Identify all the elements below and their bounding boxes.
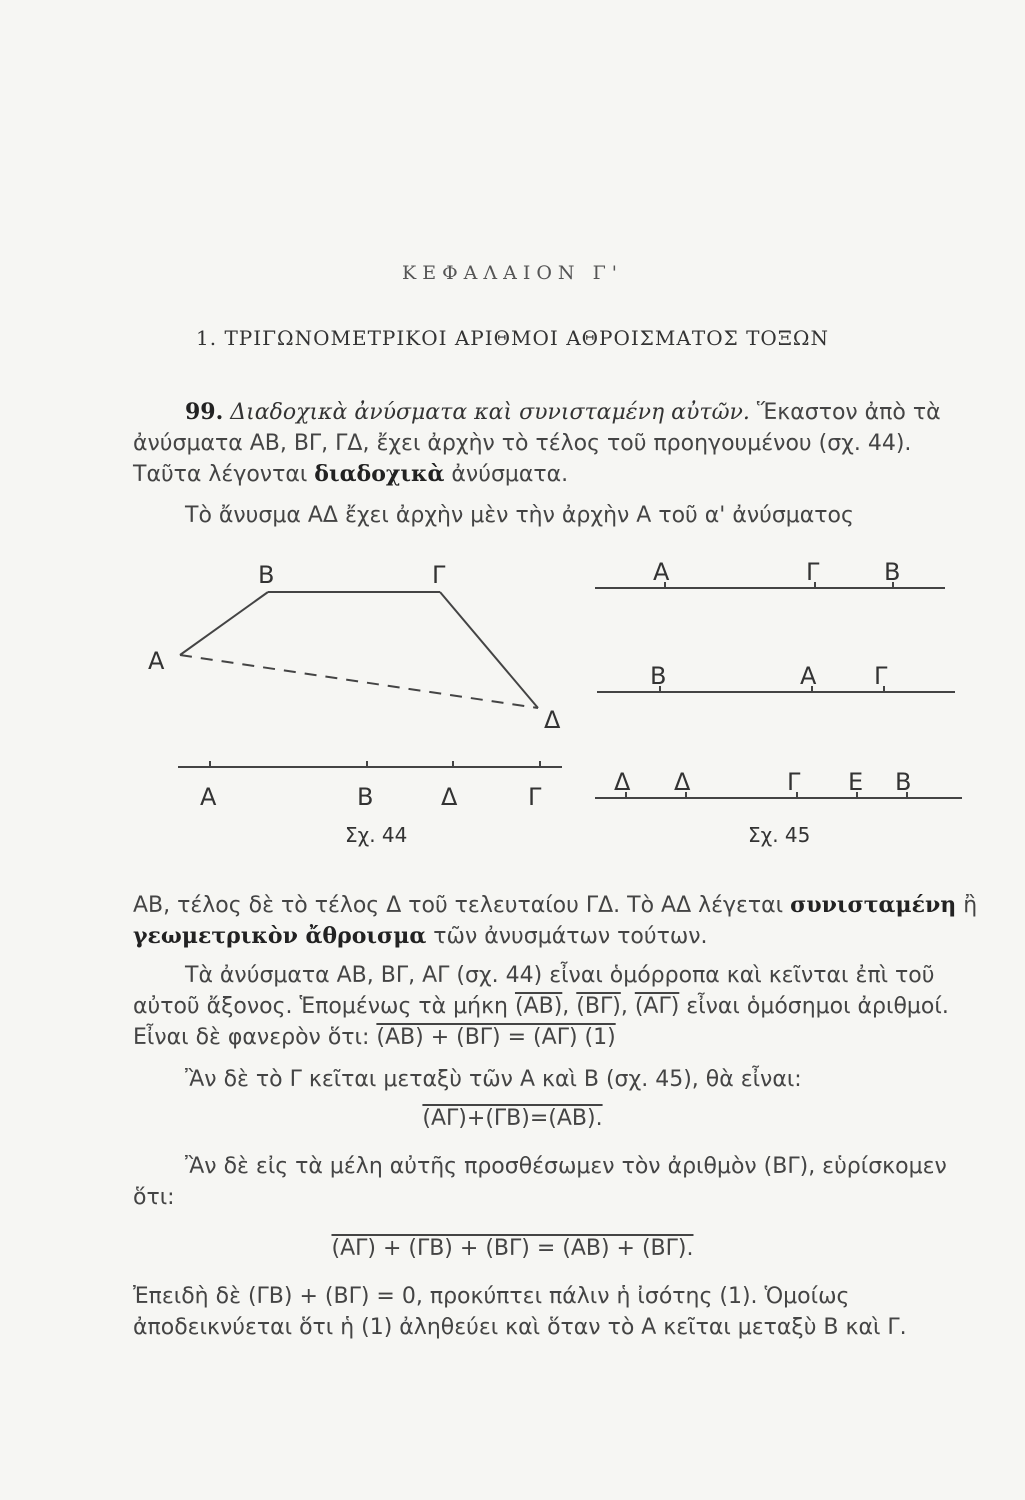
paragraph-number: 99. xyxy=(185,399,224,425)
chapter-heading: ΚΕΦΑΛΑΙΟΝ Γ' xyxy=(402,262,623,284)
figure-caption-45: Σχ. 45 xyxy=(748,823,811,847)
bold-term-resultant: συνισταμένη xyxy=(790,892,957,918)
paragraph-conclusion: Ἐπειδὴ δὲ (ΓΒ) + (ΒΓ) = 0, προκύπτει πάλιν ἡ ἰσότης (1). Ὁμοίως ἀποδεικνύεται ὅτι ἡ (1) ἀληθεύει καὶ ὅταν τὸ Α κεῖται μεταξὺ Β καὶ Γ. xyxy=(133,1284,907,1340)
paragraph-text: Τὰ ἀνύσματα ΑΒ, ΒΓ, ΑΓ (σχ. 44) εἶναι ὁμόρροπα καὶ κεῖνται ἐπὶ τοῦ αὐτοῦ ἄξονος. Ἑπομένως τὰ μήκη xyxy=(133,963,935,1019)
equation-2: (ΑΓ)+(ΓΒ)=(ΑΒ). xyxy=(422,1106,603,1131)
row3-label-g: Γ xyxy=(787,768,801,796)
row3-label-d1: Δ xyxy=(614,768,631,796)
point-label-b: Β xyxy=(258,561,275,589)
paragraph-text: ἀνύσματα. xyxy=(451,462,569,487)
row2-label-g: Γ xyxy=(874,662,888,690)
row3-label-b: Β xyxy=(895,768,912,796)
segment-bg: (ΒΓ) xyxy=(576,994,621,1019)
paragraph-text: Ἕκαστον ἀπὸ τὰ ἀνύσματα ΑΒ, ΒΓ, ΓΔ, ἔχει ἀρχὴν τὸ τέλος τοῦ προηγουμένου (σχ. 44). Ταῦτα λέγονται xyxy=(133,400,941,487)
axis-label-d: Δ xyxy=(441,783,458,811)
point-label-d: Δ xyxy=(544,706,561,734)
row2-label-b: Β xyxy=(650,662,667,690)
section-title: 1. ΤΡΙΓΩΝΟΜΕΤΡΙΚΟΙ ΑΡΙΘΜΟΙ ΑΘΡΟΙΣΜΑΤΟΣ ΤΟΞΩΝ xyxy=(196,326,829,350)
equation-3: (ΑΓ) + (ΓΒ) + (ΒΓ) = (ΑΒ) + (ΒΓ). xyxy=(331,1236,694,1261)
axis-label-g: Γ xyxy=(528,783,542,811)
paragraph-text: τῶν ἀνυσμάτων τούτων. xyxy=(433,924,708,949)
bold-term-geometric-sum: γεωμετρικὸν ἄθροισμα xyxy=(133,923,427,949)
segment-ag: (ΑΓ) xyxy=(634,994,680,1019)
row1-label-a: Α xyxy=(653,558,670,586)
paragraph-heading: Διαδοχικὰ ἀνύσματα καὶ συνισταμένη αὐτῶν. xyxy=(230,400,750,425)
vector-gd xyxy=(440,592,538,708)
paragraph-resultant xyxy=(133,890,983,952)
paragraph-text: ΑΒ, τέλος δὲ τὸ τέλος Δ τοῦ τελευταίου ΓΔ. Τὸ ΑΔ λέγεται xyxy=(133,893,784,918)
row3-label-d2: Δ xyxy=(674,768,691,796)
axis-label-a: Α xyxy=(200,783,217,811)
paragraph-vector-ad: Τὸ ἄνυσμα ΑΔ ἔχει ἀρχὴν μὲν τὴν ἀρχὴν Α τοῦ α' ἀνύσματος xyxy=(185,503,854,528)
row1-label-b: Β xyxy=(884,558,901,586)
figure-45 xyxy=(595,558,962,847)
axis-label-b: Β xyxy=(357,783,374,811)
paragraph-g-between: Ἂν δὲ τὸ Γ κεῖται μεταξὺ τῶν Α καὶ Β (σχ. 45), θὰ εἶναι: xyxy=(185,1067,802,1092)
row2-label-a: Α xyxy=(800,662,817,690)
bold-term: διαδοχικὰ xyxy=(314,461,445,487)
point-label-a: Α xyxy=(148,647,165,675)
row1-label-g: Γ xyxy=(806,558,820,586)
paragraph-add: Ἂν δὲ εἰς τὰ μέλη αὐτῆς προσθέσωμεν τὸν ἀριθμὸν (ΒΓ), εὑρίσκομεν ὅτι: xyxy=(133,1154,947,1210)
figure-44 xyxy=(148,561,562,847)
segment-ab: (ΑΒ) xyxy=(514,994,563,1019)
point-label-g: Γ xyxy=(432,561,446,589)
row3-label-e: Ε xyxy=(848,768,864,796)
figure-caption-44: Σχ. 44 xyxy=(345,823,408,847)
equation-1: (ΑΒ) + (ΒΓ) = (ΑΓ) (1) xyxy=(376,1025,616,1050)
vector-ab xyxy=(180,592,268,655)
vector-ad-dashed xyxy=(180,655,538,708)
paragraph-text: ἢ xyxy=(963,893,978,918)
paragraph-text: εἶναι ὁμόσημοι ἀριθμοί. Εἶναι δὲ φανερὸν ὅτι: xyxy=(133,994,949,1050)
paragraph-collinear: Τὰ ἀνύσματα ΑΒ, ΒΓ, ΑΓ (σχ. 44) εἶναι ὁμόρροπα καὶ κεῖνται ἐπὶ τοῦ αὐτοῦ ἄξονος. Ἑπομένως τὰ μήκη (ΑΒ), (ΒΓ), (ΑΓ) εἶναι ὁμόσημοι ἀριθμοί. Εἶναι δὲ φανερὸν ὅτι: (ΑΒ) + (ΒΓ) = (ΑΓ) (1) xyxy=(133,963,949,1050)
